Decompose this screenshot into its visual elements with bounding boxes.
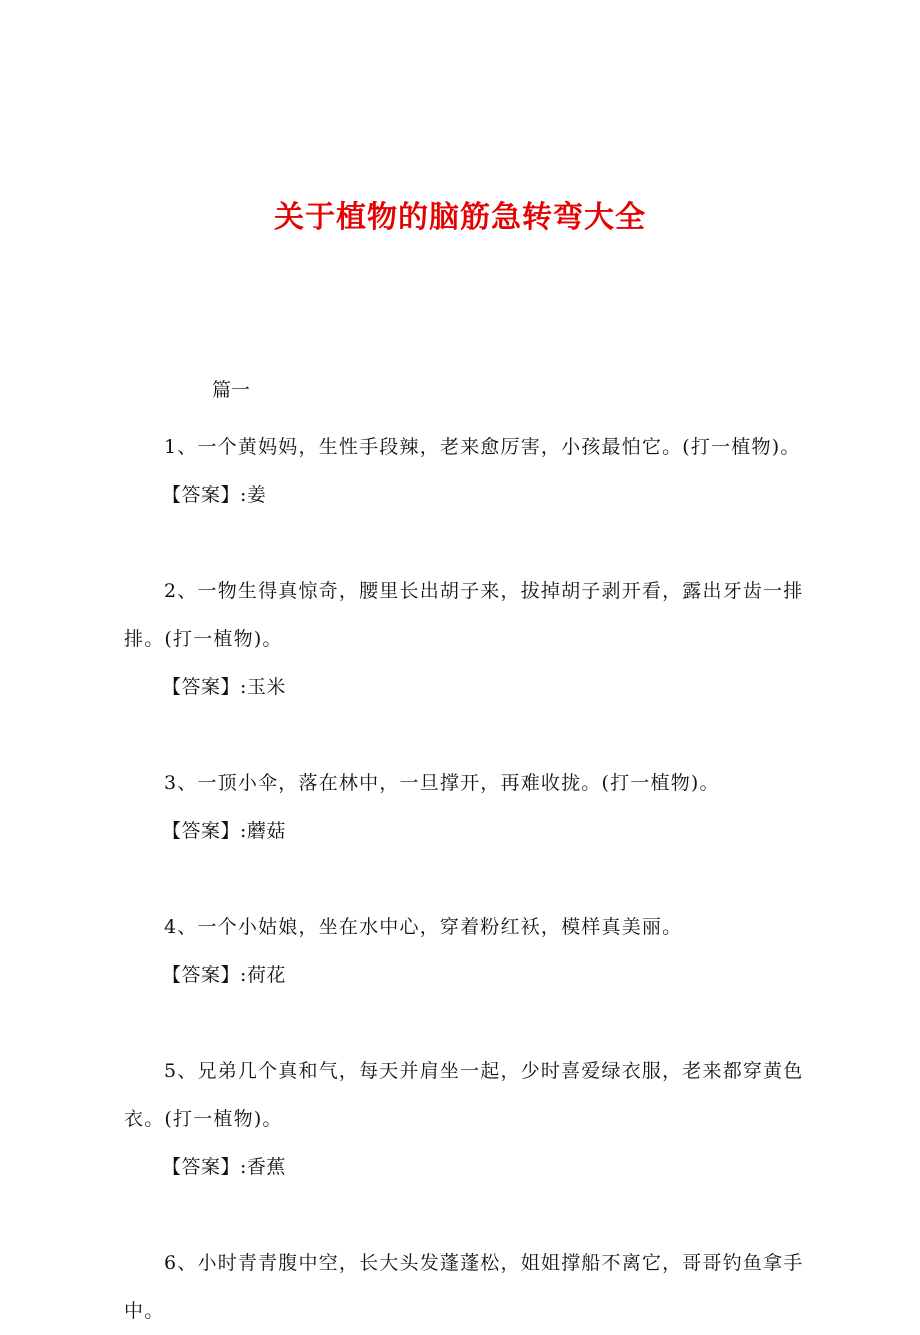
riddle-question-3: 3、一顶小伞，落在林中，一旦撑开，再难收拢。(打一植物)。 [164, 772, 720, 794]
riddle-answer-4: 【答案】:荷花 [162, 964, 286, 986]
riddle-question-1: 1、一个黄妈妈，生性手段辣，老来愈厉害，小孩最怕它。(打一植物)。 [164, 436, 801, 458]
riddle-question-6: 6、小时青青腹中空，长大头发蓬蓬松，姐姐撑船不离它，哥哥钓鱼拿手中。 [124, 1252, 804, 1322]
riddle-answer-3: 【答案】:蘑菇 [162, 820, 286, 842]
riddle-list [124, 423, 808, 1335]
riddle-question-2: 2、一物生得真惊奇，腰里长出胡子来，拔掉胡子剥开看，露出牙齿一排排。(打一植物)。 [124, 580, 804, 650]
riddle-answer-2: 【答案】:玉米 [162, 676, 286, 698]
riddle-answer-1: 【答案】:姜 [162, 484, 267, 506]
riddle-answer-5: 【答案】:香蕉 [162, 1156, 286, 1178]
document-title: 关于植物的脑筋急转弯大全 [274, 200, 646, 235]
riddle-question-5: 5、兄弟几个真和气，每天并肩坐一起，少时喜爱绿衣服，老来都穿黄色衣。(打一植物)。 [124, 1060, 804, 1130]
riddle-question-4: 4、一个小姑娘，坐在水中心，穿着粉红袄，模样真美丽。 [164, 916, 683, 938]
section-label: 篇一 [212, 379, 251, 401]
